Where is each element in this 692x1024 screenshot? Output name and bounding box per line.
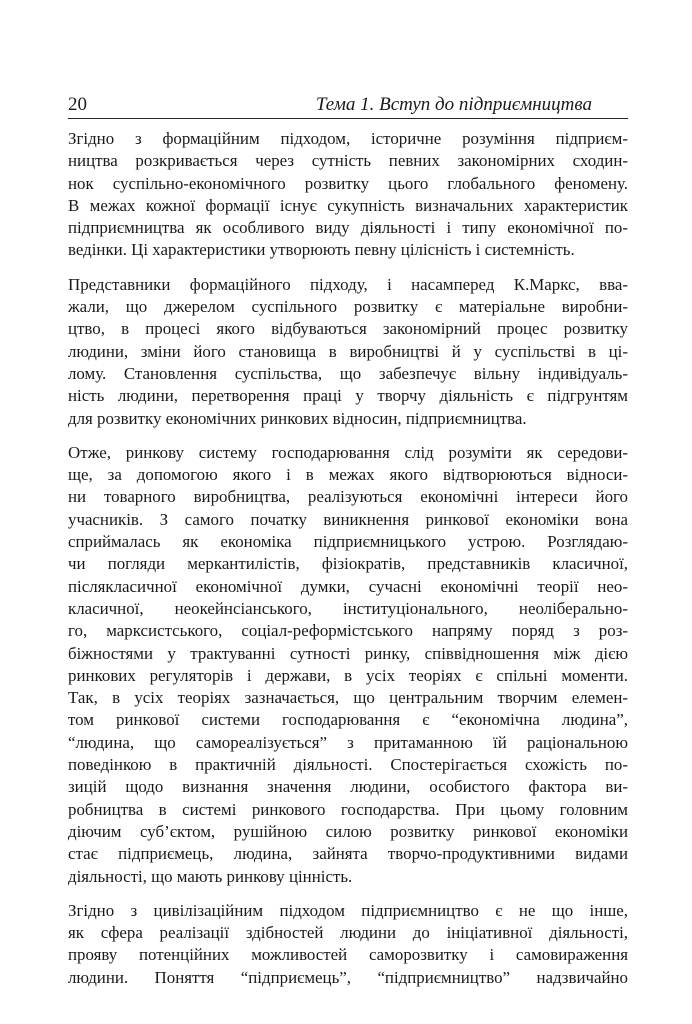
text-line: людини. Поняття “підприємець”, “підприємництво” надзвичайно (68, 967, 628, 987)
text-line: сприймалась як економіка підприємницького устрою. Розглядаю- (68, 532, 628, 552)
page-number: 20 (68, 94, 87, 115)
text-line: Згідно з цивілізаційним підходом підприємництво є не що інше, (68, 900, 628, 920)
running-title: Тема 1. Вступ до підприємництва (315, 94, 592, 115)
text-line: лому. Становлення суспільства, що забезпечує вільну індивідуаль- (68, 363, 628, 383)
text-line: Отже, ринкову систему господарювання слід розуміти як середови- (68, 442, 628, 462)
text-line: біжностями у трактуванні сутності ринку, співвідношення між дією (68, 643, 628, 663)
text-line: чи погляди меркантилістів, фізіократів, представників класичної, (68, 554, 628, 574)
text-line: для розвитку економічних ринкових відносин, підприємництва. (68, 408, 527, 428)
text-line: го, марксистського, соціал-реформістського напряму поряд з роз- (68, 621, 628, 641)
text-line: прояву потенційних можливостей саморозвитку і самовираження (68, 945, 628, 965)
text-line: діяльності, що мають ринкову цінність. (68, 866, 353, 886)
text-line: учасників. З самого початку виникнення ринкової економіки вона (68, 509, 628, 529)
text-line: Згідно з формаційним підходом, історичне розуміння підприєм- (68, 129, 628, 148)
text-line: підприємництва як особливого виду діяльності і типу економічної по- (68, 218, 628, 238)
text-line: людини, зміни його становища в виробництві й у суспільстві в ці- (68, 341, 628, 361)
text-line: Так, в усіх теоріях зазначається, що центральним творчим елемен- (68, 688, 628, 708)
text-line: ще, за допомогою якого і в межах якого відтворюються відноси- (68, 465, 628, 485)
text-line: ництва розкривається через сутність певних закономірних сходин- (68, 151, 628, 171)
text-line: діючим суб’єктом, рушійною силою розвитку ринкової економіки (68, 821, 628, 841)
text-line: том ринкової системи господарювання є “економічна людина”, (68, 710, 628, 730)
text-line: поведінкою в практичній діяльності. Спостерігається схожість по- (68, 755, 628, 775)
paragraph-4 (68, 900, 628, 989)
paragraph-3 (68, 442, 628, 888)
text-line: ни товарного виробництва, реалізуються економічні інтереси його (68, 487, 628, 507)
text-line: зицій щодо визнання значення людини, особистого фактора ви- (68, 777, 628, 797)
text-line: В межах кожної формації існує сукупність визначальних характеристик (68, 195, 628, 215)
text-line: стає підприємець, людина, зайнята творчо-продуктивними видами (68, 844, 628, 864)
text-line: “людина, що самореалізується” з притаманною їй раціональною (68, 732, 628, 752)
paragraph-2 (68, 274, 628, 430)
text-line: робництва в системі ринкового господарства. При цьому головним (68, 799, 628, 819)
paragraph-1 (68, 128, 628, 262)
text-line: Представники формаційного підходу, і насамперед К.Маркс, вва- (68, 274, 628, 294)
text-line: післякласичної економічної думки, сучасні економічні теорії нео- (68, 576, 628, 596)
text-line: класичної, неокейнсіанського, інституціонального, неоліберально- (68, 598, 628, 618)
text-line: жали, що джерелом суспільного розвитку є матеріальне виробни- (68, 297, 628, 317)
text-line: ведінки. Ці характеристики утворюють певну цілісність і системність. (68, 240, 575, 260)
text-line: нок суспільно-економічного розвитку цього глобального феномену. (68, 173, 628, 193)
text-line: цтво, в процесі якого відбуваються закономірний процес розвитку (68, 319, 628, 339)
running-header (68, 92, 628, 119)
text-line: ринкових регуляторів і держави, в усіх теоріях є спільні моменти. (68, 665, 628, 685)
body-text (68, 128, 628, 1001)
text-line: ність людини, перетворення праці у творчу діяльність є підгрунтям (68, 386, 628, 406)
text-line: як сфера реалізації здібностей людини до ініціативної діяльності, (68, 923, 628, 943)
